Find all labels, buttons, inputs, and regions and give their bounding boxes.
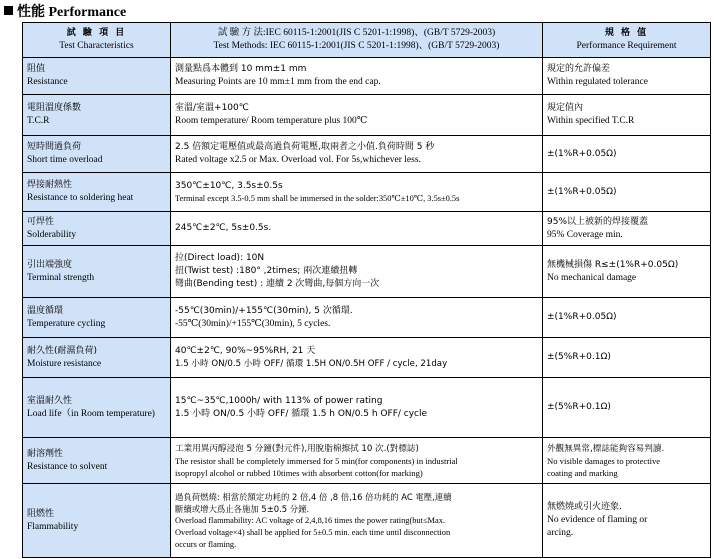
req-line: ±(5%R+0.1Ω) [547, 352, 611, 362]
row-requirement [543, 95, 711, 136]
header-characteristics-en: Test Characteristics [59, 41, 134, 51]
method-line: 彎曲(Bending test) : 連續 2 次彎曲,每個方向一次 [175, 279, 380, 289]
req-line: ±(1%R+0.05Ω) [547, 312, 617, 322]
method-line: 1.5 小時 ON/0.5 小時 OFF/ 循環 1.5 h ON/0.5 h OFF/ cycle [175, 408, 428, 419]
req-line: 規定的允許偏差 [547, 64, 611, 74]
row-method [171, 484, 543, 558]
char-en: Resistance to soldering heat [27, 193, 134, 203]
header-methods [171, 23, 543, 58]
row-characteristic [23, 212, 171, 246]
row-method [171, 95, 543, 136]
row-method [171, 136, 543, 173]
char-zh: 焊接耐熱性 [27, 180, 73, 190]
row-characteristic [23, 484, 171, 558]
row-characteristic [23, 298, 171, 338]
method-line: Terminal except 3.5-0.5 mm shall be immersed in the solder:350℃±10℃, 3.5s±0.5s [175, 193, 460, 203]
method-line: Overload voltage×4) shall be applied for 5±0.5 min. each time until disconnection [175, 527, 451, 537]
req-line: 無機械損傷 R≤±(1%R+0.05Ω) [547, 259, 679, 270]
method-line: Rated voltage x2.5 or Max. Overload vol. For 5s,whichever less. [175, 155, 421, 165]
table-row [23, 338, 711, 378]
method-line: 15℃~35℃,1000h/ with 113% of power rating [175, 395, 383, 406]
row-requirement [543, 378, 711, 438]
row-requirement [543, 173, 711, 212]
req-line: 無燃燒或引火迹象. [547, 502, 622, 512]
req-line: No mechanical damage [547, 272, 637, 283]
row-method [171, 58, 543, 95]
req-line: ±(1%R+0.05Ω) [547, 148, 617, 159]
row-characteristic [23, 58, 171, 95]
square-bullet-icon [4, 6, 13, 15]
method-line: 1.5 小時 ON/0.5 小時 OFF/ 循環 1.5H ON/0.5H OFF / cycle, 21day [175, 359, 448, 369]
method-line: 測量點爲本體到 10 mm±1 mm [175, 64, 307, 74]
header-methods-en: Test Methods: IEC 60115-1:2001(JIS C 5201-1:1998)、(GB/T 5729-2003) [213, 41, 500, 51]
req-line: ±(1%R+0.05Ω) [547, 186, 617, 197]
row-method [171, 438, 543, 484]
char-en: Short time overload [27, 155, 103, 165]
char-zh: 溫度循環 [27, 305, 64, 316]
table-row [23, 173, 711, 212]
method-line: -55℃(30min)/+155℃(30min), 5 cycles. [175, 318, 331, 329]
method-line: Measuring Points are 10 mm±1 mm from the end cap. [175, 77, 381, 87]
table-row [23, 212, 711, 246]
row-method [171, 298, 543, 338]
char-en: Solderability [27, 229, 77, 240]
char-zh: 短時間過負荷 [27, 142, 82, 152]
row-requirement [543, 484, 711, 558]
char-zh: 阻值 [27, 64, 46, 74]
row-requirement [543, 212, 711, 246]
req-line: 外觀無異常,標誌能夠容易判讀. [547, 443, 665, 454]
row-characteristic [23, 173, 171, 212]
row-requirement [543, 298, 711, 338]
method-line: 室溫/室溫+100℃ [175, 103, 249, 113]
row-characteristic [23, 338, 171, 378]
table-row [23, 378, 711, 438]
req-line: No evidence of flaming or [547, 515, 648, 525]
req-line: Within specified T.C.R [547, 116, 635, 126]
header-requirement-zh: 規 格 值 [604, 28, 649, 38]
row-method [171, 378, 543, 438]
page-title [4, 4, 126, 22]
method-line: 斷續或增大爲止各施加 5±0.5 分鐘. [175, 503, 310, 514]
method-line: 40℃±2℃, 90%~95%RH, 21 天 [175, 346, 316, 356]
req-line: arcing. [547, 528, 574, 538]
method-line: Overload flammability: AC voltage of 2,4,8,16 times the power rating(but≤Max. [175, 515, 445, 525]
row-requirement [543, 438, 711, 484]
method-line: 過負荷燃燒: 相當於額定功耗的 2 倍,4 倍 ,8 倍,16 倍功耗的 AC 電壓,連續 [175, 491, 452, 502]
row-characteristic [23, 378, 171, 438]
row-characteristic [23, 136, 171, 173]
row-requirement [543, 246, 711, 298]
req-line: coating and marking [547, 467, 618, 478]
header-methods-zh: 試 驗 方 法:IEC 60115-1:2001(JIS C 5201-1:1998)、(GB/T 5729-2003) [217, 28, 496, 38]
method-line: The resistor shall be completely immersed for 5 min(for components) in industrial [175, 455, 458, 466]
req-line: 規定值內 [547, 103, 584, 113]
char-en: T.C.R [27, 116, 50, 126]
header-requirement [543, 23, 711, 58]
table-row [23, 136, 711, 173]
char-en: Temperature cycling [27, 318, 106, 329]
table-row [23, 58, 711, 95]
row-characteristic [23, 95, 171, 136]
char-zh: 可焊性 [27, 216, 55, 227]
char-zh: 耐久性(耐濕負荷) [27, 345, 98, 356]
method-line: occurs or flaming. [175, 539, 237, 549]
req-line: 95% Coverage min. [547, 229, 623, 240]
char-en: Moisture resistance [27, 358, 102, 369]
row-method [171, 338, 543, 378]
table-row [23, 95, 711, 136]
table-row [23, 484, 711, 558]
row-method [171, 246, 543, 298]
req-line: No visible damages to protective [547, 455, 661, 466]
row-characteristic [23, 246, 171, 298]
method-line: 拉(Direct load): 10N [175, 253, 265, 263]
method-line: 扭(Twist test) :180° ,2times; 兩次連續扭轉 [175, 266, 358, 276]
row-requirement [543, 338, 711, 378]
table-row [23, 246, 711, 298]
char-zh: 電阻溫度係數 [27, 103, 82, 113]
char-zh: 阻燃性 [27, 508, 55, 519]
method-line: 工業用異丙醇浸泡 5 分鐘(對元件),用脫脂棉擦拭 10 次.(對標誌) [175, 443, 419, 454]
char-en: Flammability [27, 521, 79, 532]
header-requirement-en: Performance Requirement [576, 41, 677, 51]
header-characteristics-zh: 試 驗 項 目 [66, 28, 127, 38]
method-line: 2.5 倍額定電壓值或最高過負荷電壓,取兩者之小值.負荷時間 5 秒 [175, 142, 435, 152]
char-zh: 耐溶劑性 [27, 448, 64, 459]
method-line: 245℃±2℃, 5s±0.5s. [175, 223, 272, 233]
row-method [171, 212, 543, 246]
method-line: 350℃±10℃, 3.5s±0.5s [175, 180, 283, 191]
char-en: Resistance [27, 77, 68, 87]
req-line: ±(5%R+0.1Ω) [547, 402, 611, 412]
page-title-text: 性能 Performance [17, 5, 127, 20]
char-en: Load life（in Room temperature) [27, 408, 155, 419]
char-en: Terminal strength [27, 272, 95, 283]
table-header-row [23, 23, 711, 58]
method-line: isopropyl alcohol or rubbed 10times with absorbent cotton(for marking) [175, 467, 423, 478]
char-zh: 室溫耐久性 [27, 395, 73, 406]
method-line: -55℃(30min)/+155℃(30min), 5 次循環. [175, 305, 353, 316]
row-requirement [543, 136, 711, 173]
table-row [23, 438, 711, 484]
row-requirement [543, 58, 711, 95]
req-line: 95%以上被新的焊接覆蓋 [547, 216, 649, 227]
row-characteristic [23, 438, 171, 484]
method-line: Room temperature/ Room temperature plus 100℃ [175, 116, 368, 126]
char-zh: 引出端強度 [27, 259, 73, 270]
table-row [23, 298, 711, 338]
performance-table [22, 22, 711, 558]
req-line: Within regulated tolerance [547, 77, 648, 87]
header-characteristics [23, 23, 171, 58]
char-en: Resistance to solvent [27, 461, 108, 472]
row-method [171, 173, 543, 212]
